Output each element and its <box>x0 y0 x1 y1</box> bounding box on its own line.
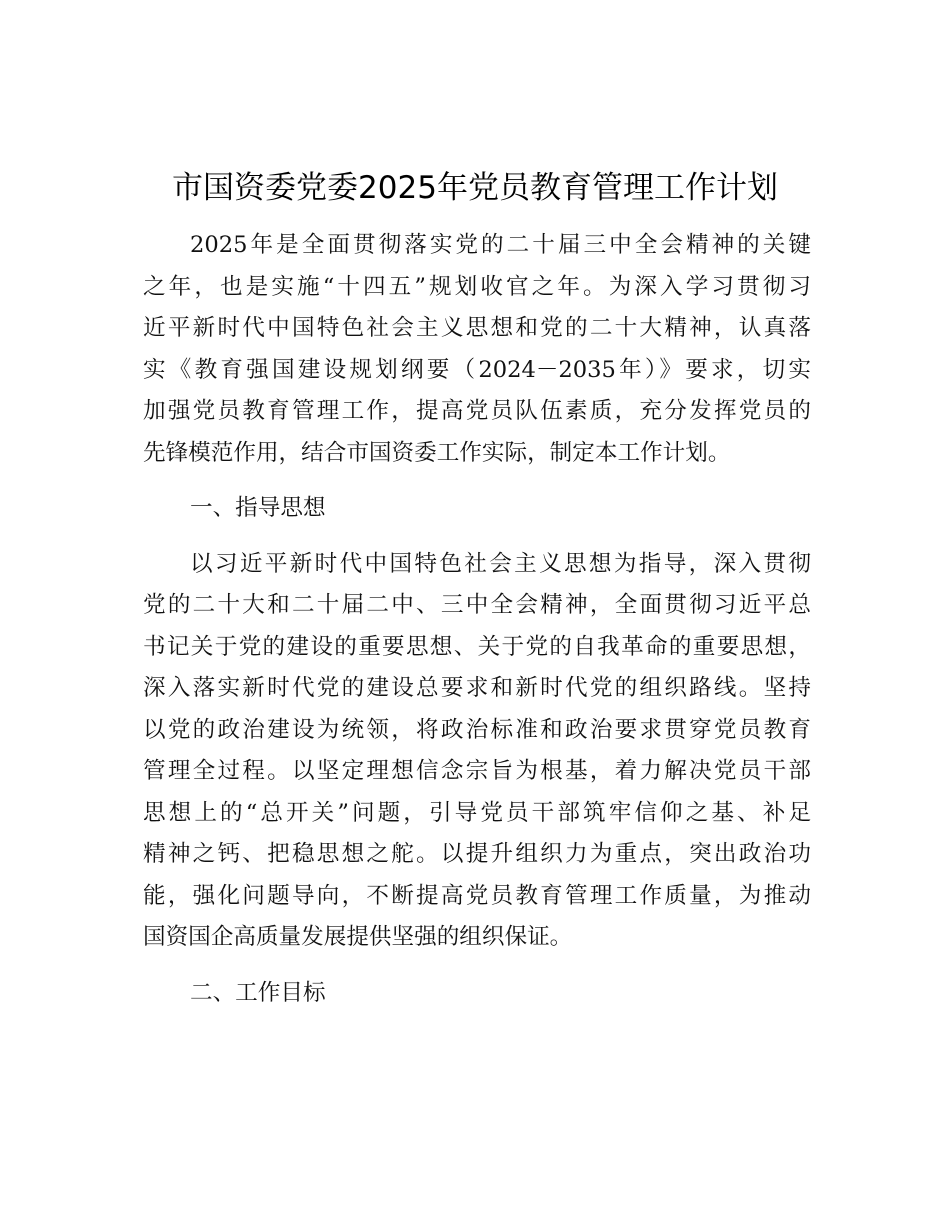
paragraph-line: 书记关于党的建设的重要思想、关于党的自我革命的重要思想， <box>143 633 811 660</box>
paragraph-line: 以习近平新时代中国特色社会主义思想为指导，深入贯彻 <box>190 550 811 577</box>
paragraph-line: 管理全过程。以坚定理想信念宗旨为根基，着力解决党员干部 <box>143 758 811 784</box>
document-body <box>143 225 811 1014</box>
paragraph-line: 近平新时代中国特色社会主义思想和党的二十大精神，认真落 <box>143 315 811 341</box>
section-heading-guiding-ideology: 一、指导思想 <box>190 495 326 521</box>
paragraph-line: 之年，也是实施“十四五”规划收官之年。为深入学习贯彻习 <box>143 273 811 300</box>
paragraph-line: 国资国企高质量发展提供坚强的组织保证。 <box>143 924 573 950</box>
paragraph-line: 以党的政治建设为统领，将政治标准和政治要求贯穿党员教育 <box>143 716 811 743</box>
paragraph-line: 先锋模范作用，结合市国资委工作实际，制定本工作计划。 <box>143 439 731 466</box>
section-heading-work-goals: 二、工作目标 <box>190 979 326 1006</box>
paragraph-line: 精神之钙、把稳思想之舵。以提升组织力为重点，突出政治功 <box>143 841 811 867</box>
paragraph-line: 思想上的“总开关”问题，引导党员干部筑牢信仰之基、补足 <box>143 799 811 826</box>
paragraph-line: 实《教育强国建设规划纲要（2024－2035年）》要求，切实 <box>143 356 811 383</box>
paragraph-line: 能，强化问题导向，不断提高党员教育管理工作质量，为推动 <box>143 882 811 909</box>
paragraph-line: 2025年是全面贯彻落实党的二十届三中全会精神的关键 <box>190 232 811 258</box>
paragraph-line: 加强党员教育管理工作，提高党员队伍素质，充分发挥党员的 <box>143 398 811 424</box>
paragraph-line: 党的二十大和二十届二中、三中全会精神，全面贯彻习近平总 <box>143 592 811 618</box>
paragraph-line: 深入落实新时代党的建设总要求和新时代党的组织路线。坚持 <box>143 675 811 701</box>
document-title: 市国资委党委2025年党员教育管理工作计划 <box>172 170 778 206</box>
